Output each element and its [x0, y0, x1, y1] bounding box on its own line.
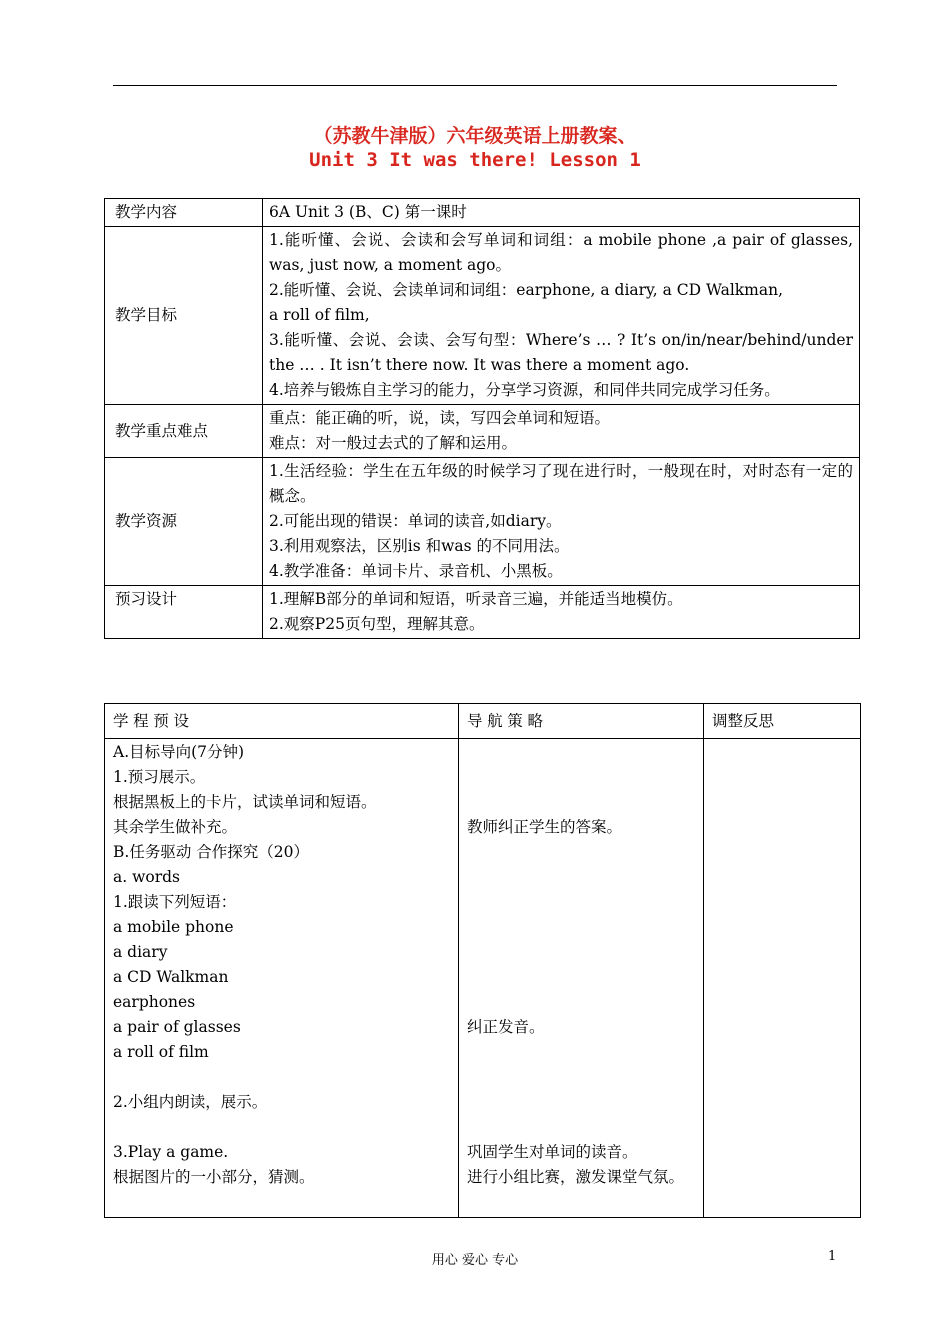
focus-line: 重点：能正确的听，说，读，写四会单词和短语。 — [269, 409, 611, 427]
strategy-line — [467, 740, 695, 765]
strategy-line — [467, 940, 695, 965]
plan-header-row — [105, 704, 861, 739]
lesson-plan-table — [104, 703, 861, 1218]
document-subtitle: Unit 3 It was there! Lesson 1 — [309, 149, 641, 171]
goal-line: 1.能听懂、会说、会读和会写单词和词组：a mobile phone ,a pair of glasses, was, just now, a moment ago。 — [269, 231, 858, 274]
resource-line: 4.教学准备：单词卡片、录音机、小黑板。 — [269, 562, 563, 580]
plan-body-row — [105, 739, 861, 1218]
reflection-cell — [704, 739, 861, 1218]
strategy-line: 进行小组比赛，激发课堂气氛。 — [467, 1168, 685, 1186]
row-goals — [105, 227, 860, 405]
process-line: a pair of glasses — [113, 1018, 241, 1036]
label-preview: 预习设计 — [105, 586, 263, 639]
process-cell — [105, 739, 459, 1218]
strategy-line — [467, 990, 695, 1015]
process-line: a CD Walkman — [113, 968, 229, 986]
resource-line: 1.生活经验：学生在五年级的时候学习了现在进行时，一般现在时，对时态有一定的概念。 — [269, 462, 853, 505]
process-line: 2.小组内朗读，展示。 — [113, 1093, 268, 1111]
strategy-line — [467, 1065, 695, 1090]
lesson-info-table — [104, 198, 860, 639]
row-content — [105, 199, 860, 227]
strategy-line — [467, 1090, 695, 1115]
row-preview — [105, 586, 860, 639]
strategy-line: 教师纠正学生的答案。 — [467, 818, 623, 836]
preview-line: 1.理解B部分的单词和短语，听录音三遍，并能适当地模仿。 — [269, 590, 683, 608]
label-goals: 教学目标 — [105, 227, 263, 405]
process-line: 根据黑板上的卡片，试读单词和短语。 — [113, 793, 377, 811]
process-line: 根据图片的一小部分，猜测。 — [113, 1168, 315, 1186]
process-line: a. words — [113, 868, 180, 886]
value-focus — [263, 405, 860, 458]
process-line: 3.Play a game. — [113, 1143, 229, 1161]
strategy-line — [467, 865, 695, 890]
resource-line: 2.可能出现的错误：单词的读音,如diary。 — [269, 512, 562, 530]
header-rule — [113, 85, 837, 86]
value-goals — [263, 227, 860, 405]
label-focus: 教学重点难点 — [105, 405, 263, 458]
label-content: 教学内容 — [105, 199, 263, 227]
resource-line: 3.利用观察法，区别is 和was 的不同用法。 — [269, 537, 570, 555]
process-line: B.任务驱动 合作探究（20） — [113, 843, 309, 861]
process-line: A.目标导向(7分钟) — [113, 743, 245, 761]
footer-motto: 用心 爱心 专心 — [431, 1253, 519, 1268]
process-line: a roll of film — [113, 1043, 209, 1061]
strategy-line — [467, 790, 695, 815]
strategy-line — [467, 765, 695, 790]
strategy-line — [467, 965, 695, 990]
process-line: earphones — [113, 993, 196, 1011]
process-line: 1.跟读下列短语： — [113, 893, 237, 911]
preview-line: 2.观察P25页句型，理解其意。 — [269, 615, 485, 633]
strategy-line — [467, 890, 695, 915]
page-number: 1 — [828, 1249, 837, 1264]
label-resources: 教学资源 — [105, 458, 263, 586]
document-title: （苏教牛津版）六年级英语上册教案、 — [313, 125, 637, 147]
value-preview — [263, 586, 860, 639]
goal-line: 3.能听懂、会说、会读、会写句型：Where’s … ? It’s on/in/near/behind/under the … . It isn’t there now. It was there a moment ago. — [269, 331, 858, 374]
value-resources — [263, 458, 860, 586]
process-line: 1.预习展示。 — [113, 768, 206, 786]
focus-line: 难点：对一般过去式的了解和运用。 — [269, 434, 518, 452]
goal-line: a roll of film, — [269, 306, 370, 324]
strategy-line: 巩固学生对单词的读音。 — [467, 1143, 638, 1161]
strategy-line — [467, 840, 695, 865]
goal-line: 4.培养与锻炼自主学习的能力，分享学习资源，和同伴共同完成学习任务。 — [269, 381, 780, 399]
row-focus — [105, 405, 860, 458]
process-line — [113, 1115, 450, 1140]
strategy-line — [467, 1040, 695, 1065]
process-line: 其余学生做补充。 — [113, 818, 238, 836]
row-resources — [105, 458, 860, 586]
strategy-line — [467, 1115, 695, 1140]
goal-line: 2.能听懂、会说、会读单词和词组：earphone, a diary, a CD Walkman, — [269, 281, 784, 299]
strategy-line — [467, 915, 695, 940]
value-content: 6A Unit 3 (B、C) 第一课时 — [263, 199, 860, 227]
header-process: 学程预设 — [105, 704, 459, 739]
header-reflection: 调整反思 — [704, 704, 861, 739]
process-line — [113, 1065, 450, 1090]
strategy-cell — [459, 739, 704, 1218]
process-line: a mobile phone — [113, 918, 234, 936]
process-line: a diary — [113, 943, 168, 961]
header-strategy: 导航策略 — [459, 704, 704, 739]
strategy-line: 纠正发音。 — [467, 1018, 545, 1036]
